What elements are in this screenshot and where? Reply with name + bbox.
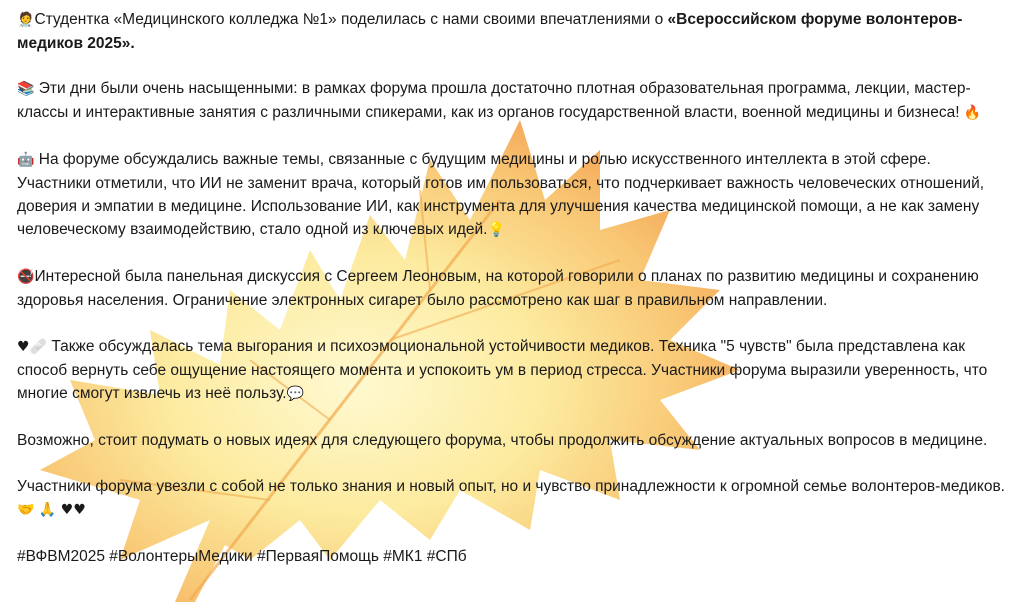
- no-smoking-icon: 🚭: [17, 269, 35, 285]
- paragraph-family-text: Участники форума увезли с собой не только знания и новый опыт, но и чувство принадлежности к огромной семье волонтеров-медиков.: [17, 478, 1005, 495]
- speech-bubble-icon: 💬: [286, 386, 305, 402]
- lightbulb-icon: 💡: [487, 222, 505, 238]
- paragraph-future: [17, 429, 1007, 452]
- paragraph-ai: [17, 148, 1007, 242]
- paragraph-future-text: Возможно, стоит подумать о новых идеях для следующего форума, чтобы продолжить обсуждение актуальных вопросов в медицине.: [17, 432, 988, 449]
- books-icon: 📚: [17, 81, 35, 97]
- medic-icon: 🧑‍⚕️: [17, 12, 35, 28]
- forum-name: «Всероссийском форуме волонтеров-медиков 2025».: [17, 11, 963, 52]
- paragraph-burnout-text: Также обсуждалась тема выгорания и психоэмоциональной устойчивости медиков. Техника "5 чувств" была представлена как способ вернуть себе ощущение настоящего момента и успокоить ум в период стресса. Участники форума выразили уверенность, что многие смогут извлечь из неё пользу.: [17, 338, 988, 402]
- paragraph-education-text: Эти дни были очень насыщенными: в рамках форума прошла достаточно плотная образовательная программа, лекции, мастер-классы и интерактивные занятия с различными спикерами, как из органов государственной власти, военной медицины и бизнеса!: [17, 80, 971, 121]
- paragraph-ai-text: На форуме обсуждались важные темы, связанные с будущим медицины и ролью искусственного интеллекта в этой сфере. Участники отметили, что ИИ не заменит врача, который готов им пользоваться, что подчеркивает важность человеческих отношений, доверия и эмпатии в медицине. Использование ИИ, как инструмента для улучшения качества медицинской помощи, а не как замену человеческому взаимодействию, стало одной из ключевых идей.: [17, 151, 985, 238]
- robot-icon: 🤖: [17, 152, 35, 168]
- fire-icon: 🔥: [963, 105, 982, 121]
- closing-emoji-icons: 🤝 🙏 ♥♥: [17, 502, 86, 518]
- paragraph-burnout: [17, 335, 1007, 406]
- paragraph-education: [17, 77, 1007, 125]
- post-content: [17, 8, 1007, 568]
- paragraph-discussion-text: Интересной была панельная дискуссия с Сергеем Леоновым, на которой говорили о планах по развитию медицины и сохранению здоровья населения. Ограничение электронных сигарет было рассмотрено как шаг в правильном направлении.: [17, 268, 979, 309]
- intro-paragraph: [17, 8, 1007, 55]
- paragraph-discussion: [17, 265, 1007, 312]
- hashtags: #ВФВМ2025 #ВолонтерыМедики #ПерваяПомощь #МК1 #СПб: [17, 548, 467, 565]
- paragraph-family: [17, 475, 1007, 522]
- bandage-icon: 🩹: [29, 339, 47, 355]
- heart-icon: ♥: [17, 339, 30, 355]
- intro-text: Студентка «Медицинского колледжа №1» поделилась с нами своими впечатлениями о: [34, 11, 668, 28]
